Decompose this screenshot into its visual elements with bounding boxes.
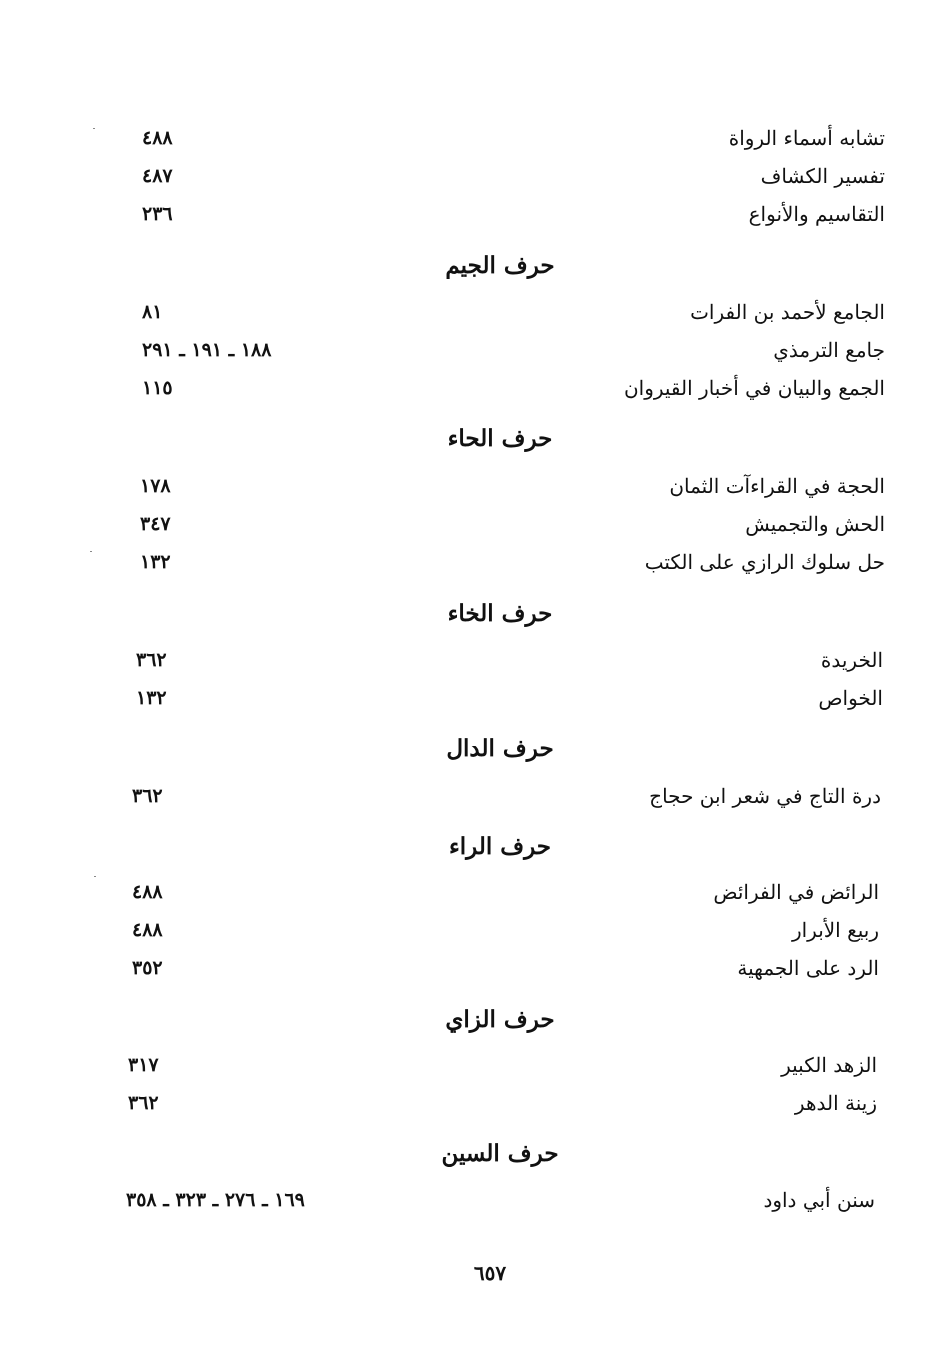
entry-title: الخريدة: [820, 648, 883, 672]
section-heading: حرف الدال: [446, 735, 554, 762]
entry-title: التقاسيم والأنواع: [748, 202, 885, 226]
index-entry: [110, 1050, 885, 1088]
entry-title: الزهد الكبير: [781, 1053, 877, 1077]
index-entry: [110, 1185, 885, 1223]
entry-pages: ١١٥: [142, 377, 173, 399]
entry-title: الرائض في الفرائض: [713, 880, 879, 904]
entry-pages: ٤٨٨: [142, 127, 173, 149]
section-heading: حرف الجيم: [445, 252, 555, 279]
index-entry: [110, 123, 885, 161]
section-heading: حرف الزاي: [445, 1006, 555, 1033]
entry-pages: ٣٤٧: [140, 513, 171, 535]
entry-pages: ٤٨٨: [132, 919, 163, 941]
entry-title: الخواص: [818, 686, 883, 710]
entry-pages: ٣٦٢: [128, 1092, 159, 1114]
entry-pages: ١٧٨: [140, 475, 171, 497]
index-entry: [110, 915, 885, 953]
entry-pages: ١٣٢: [140, 551, 171, 573]
section-heading: حرف الخاء: [447, 600, 553, 627]
entry-title: الحجة في القراءآت الثمان: [669, 474, 885, 498]
scan-speck: [90, 551, 92, 552]
entry-pages: ٢٣٦: [142, 203, 173, 225]
index-entry: [110, 335, 885, 373]
index-entry: [110, 547, 885, 585]
entry-pages: ٤٨٧: [142, 165, 173, 187]
index-entry: [110, 781, 885, 819]
index-entry: [110, 471, 885, 509]
index-entry: [110, 877, 885, 915]
index-entry: [110, 953, 885, 991]
entry-pages: ١٦٩ ـ ٢٧٦ ـ ٣٢٣ ـ ٣٥٨: [126, 1189, 305, 1211]
entry-pages: ٣٥٢: [132, 957, 163, 979]
entry-title: الجمع والبيان في أخبار القيروان: [623, 376, 885, 400]
entry-title: جامع الترمذي: [773, 338, 885, 362]
entry-pages: ١٨٨ ـ ١٩١ ـ ٢٩١: [142, 339, 272, 361]
entry-title: تفسير الكشاف: [760, 164, 885, 188]
index-entry: [110, 683, 885, 721]
section-heading: حرف السين: [441, 1140, 559, 1167]
index-entry: [110, 373, 885, 411]
entry-pages: ٣١٧: [128, 1054, 159, 1076]
index-entry: [110, 199, 885, 237]
entry-pages: ٨١: [142, 301, 163, 323]
entry-pages: ٤٨٨: [132, 881, 163, 903]
scan-speck: [94, 876, 96, 877]
section-heading: حرف الراء: [448, 833, 552, 860]
entry-title: ربيع الأبرار: [791, 918, 879, 942]
entry-title: سنن أبي داود: [763, 1188, 875, 1212]
entry-title: الحش والتجميش: [745, 512, 885, 536]
index-entry: [110, 1088, 885, 1126]
entry-pages: ٣٦٢: [136, 649, 167, 671]
entry-pages: ١٣٢: [136, 687, 167, 709]
page-number: ٦٥٧: [473, 1261, 507, 1285]
entry-pages: ٣٦٢: [132, 785, 163, 807]
index-entry: [110, 297, 885, 335]
scan-speck: [93, 128, 95, 129]
entry-title: الرد على الجمهية: [737, 956, 879, 980]
entry-title: حل سلوك الرازي على الكتب: [644, 550, 885, 574]
entry-title: درة التاج في شعر ابن حجاج: [649, 784, 881, 808]
entry-title: زينة الدهر: [794, 1091, 877, 1115]
index-entry: [110, 161, 885, 199]
index-entry: [110, 645, 885, 683]
section-heading: حرف الحاء: [447, 425, 553, 452]
entry-title: الجامع لأحمد بن الفرات: [690, 300, 885, 324]
entry-title: تشابه أسماء الرواة: [728, 126, 885, 150]
index-entry: [110, 509, 885, 547]
